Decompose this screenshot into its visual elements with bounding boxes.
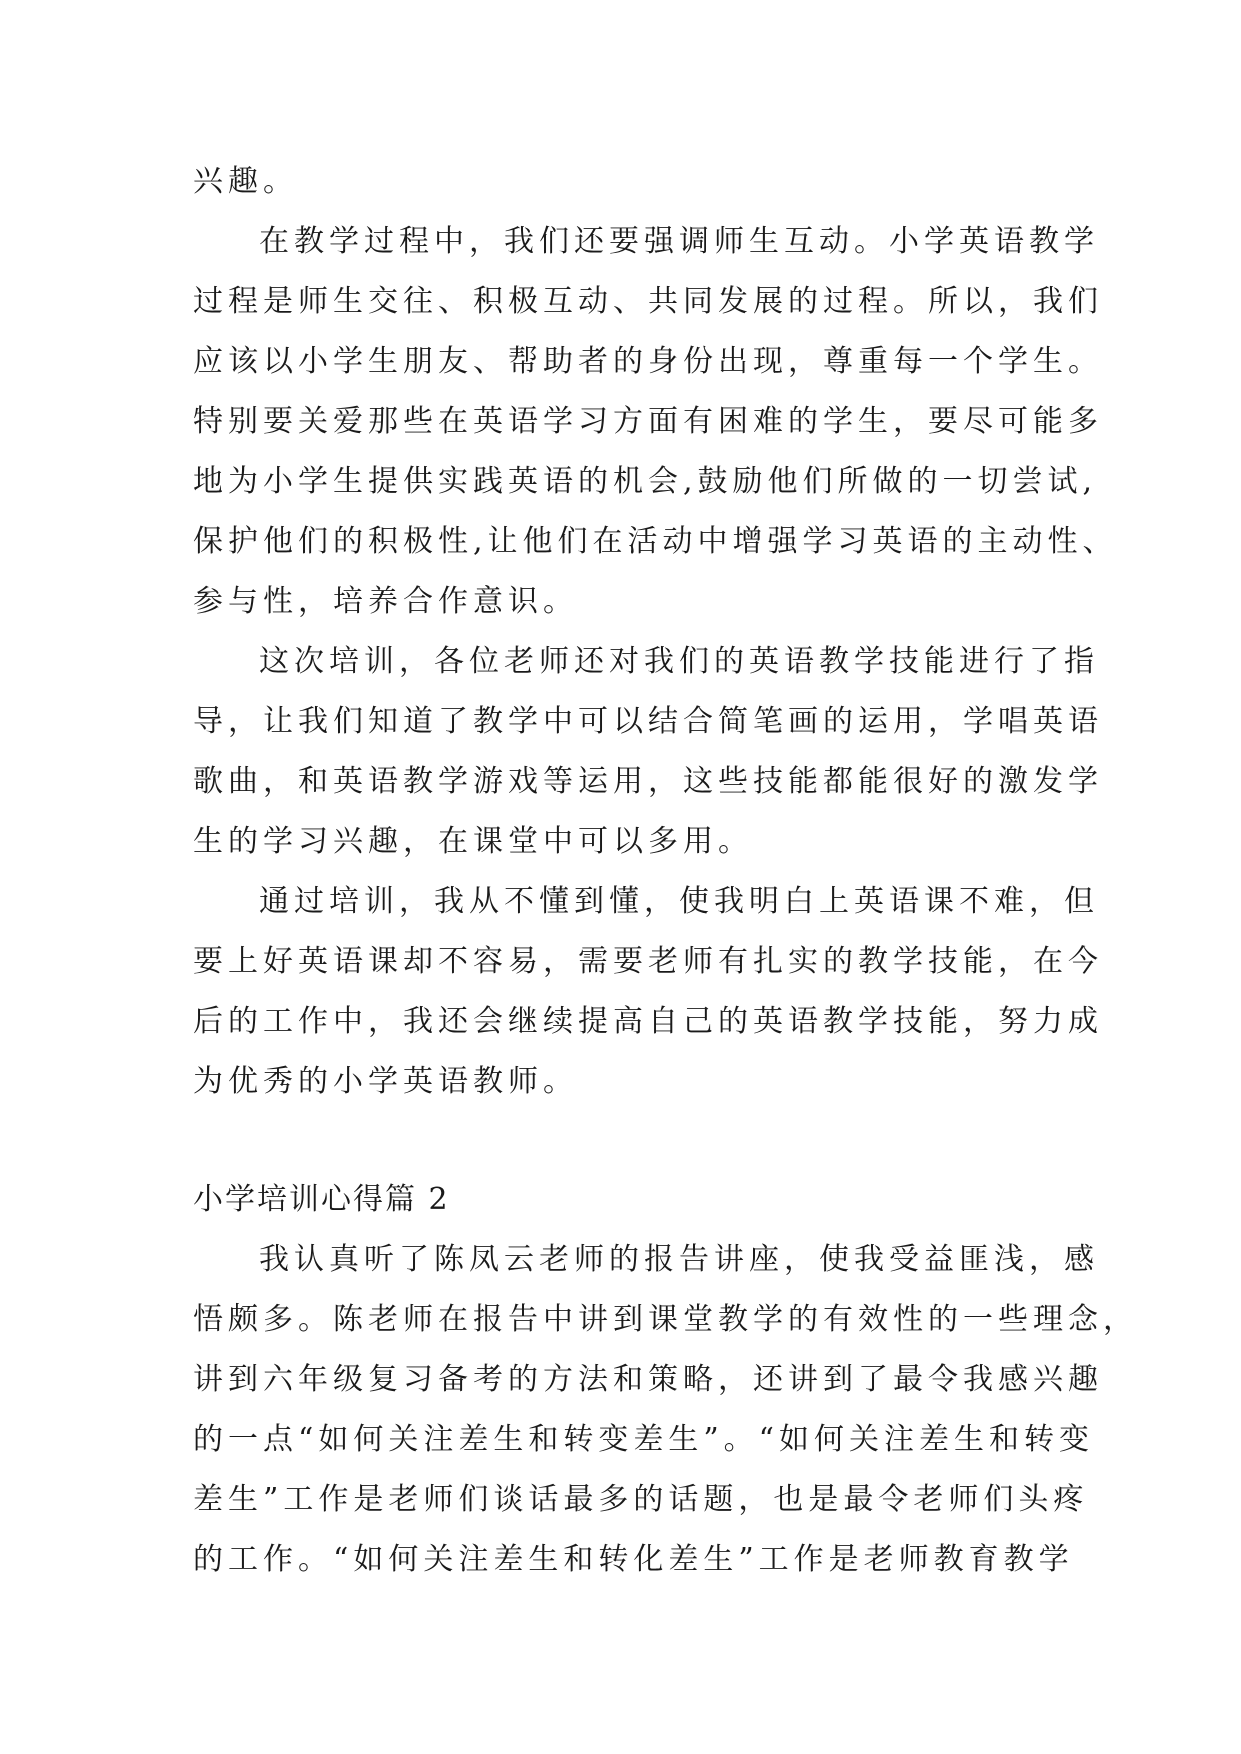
text-line: 特别要关爱那些在英语学习方面有困难的学生，要尽可能多 [193, 404, 1103, 439]
text-line: 通过培训，我从不懂到懂，使我明白上英语课不难，但 [259, 884, 1099, 919]
text-line: 讲到六年级复习备考的方法和策略，还讲到了最令我感兴趣 [193, 1362, 1103, 1397]
text-line: 在教学过程中，我们还要强调师生互动。小学英语教学 [259, 224, 1099, 259]
paragraph [193, 212, 1118, 632]
text-line: 这次培训，各位老师还对我们的英语教学技能进行了指 [259, 644, 1099, 679]
text-line: 为优秀的小学英语教师。 [193, 1064, 578, 1099]
text-line: 过程是师生交往、积极互动、共同发展的过程。所以，我们 [193, 284, 1103, 319]
text-line: 要上好英语课却不容易，需要老师有扎实的教学技能，在今 [193, 944, 1103, 979]
text-line: 生的学习兴趣，在课堂中可以多用。 [193, 824, 753, 859]
text-line: 应该以小学生朋友、帮助者的身份出现，尊重每一个学生。 [193, 344, 1103, 379]
text-line: 参与性，培养合作意识。 [193, 584, 578, 619]
paragraph [193, 1230, 1138, 1590]
paragraph [193, 152, 1063, 212]
document-body [193, 152, 1138, 1590]
text-line: 兴趣。 [193, 164, 298, 199]
text-line: 差生”工作是老师们谈话最多的话题，也是最令老师们头疼 [193, 1482, 1089, 1517]
text-line: 导，让我们知道了教学中可以结合简笔画的运用，学唱英语 [193, 704, 1103, 739]
text-line: 歌曲，和英语教学游戏等运用，这些技能都能很好的激发学 [193, 764, 1103, 799]
section-heading: 小学培训心得篇 2 [193, 1182, 450, 1217]
text-line: 的一点“如何关注差生和转变差生”。“如何关注差生和转变 [193, 1422, 1095, 1457]
text-line: 我认真听了陈凤云老师的报告讲座，使我受益匪浅，感 [259, 1242, 1099, 1277]
text-line: 悟颇多。陈老师在报告中讲到课堂教学的有效性的一些理念， [193, 1302, 1138, 1337]
text-line: 后的工作中，我还会继续提高自己的英语教学技能，努力成 [193, 1004, 1103, 1039]
text-line: 保护他们的积极性,让他们在活动中增强学习英语的主动性、 [193, 524, 1118, 559]
paragraph [193, 872, 1103, 1112]
text-line: 地为小学生提供实践英语的机会,鼓励他们所做的一切尝试, [193, 464, 1098, 499]
paragraph [193, 632, 1103, 872]
text-line: 的工作。“如何关注差生和转化差生”工作是老师教育教学 [193, 1542, 1074, 1577]
